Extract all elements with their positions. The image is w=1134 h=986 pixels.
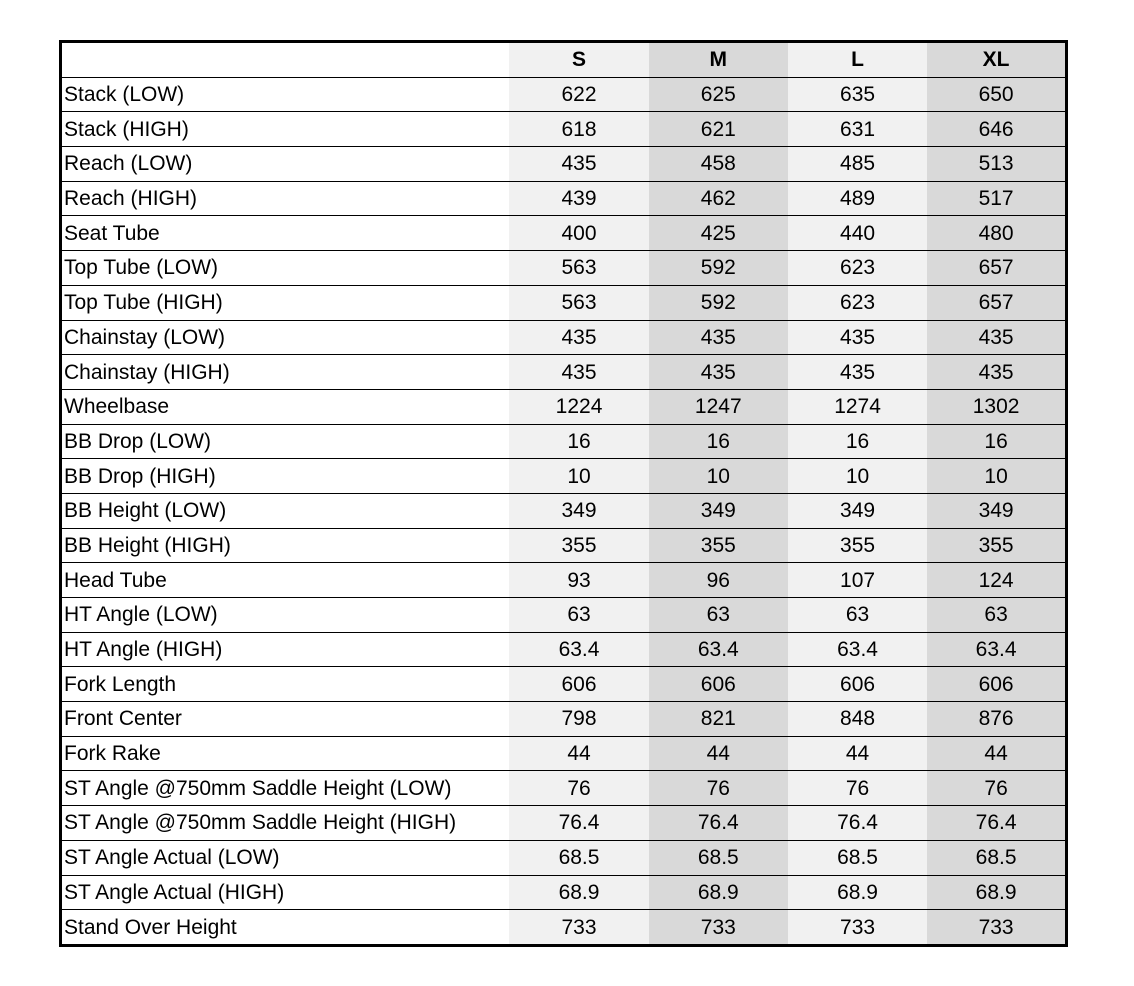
- row-label: Top Tube (HIGH): [61, 285, 510, 320]
- table-row: [61, 910, 1067, 946]
- row-label: BB Height (HIGH): [61, 528, 510, 563]
- row-label: Front Center: [61, 702, 510, 737]
- cell-m: 349: [649, 493, 788, 528]
- cell-xl: 657: [927, 285, 1066, 320]
- cell-s: 563: [509, 285, 648, 320]
- cell-xl: 76.4: [927, 806, 1066, 841]
- cell-m: 462: [649, 181, 788, 216]
- cell-l: 63: [788, 598, 927, 633]
- size-header-m: M: [649, 42, 788, 78]
- cell-m: 821: [649, 702, 788, 737]
- cell-xl: 76: [927, 771, 1066, 806]
- table-row: [61, 736, 1067, 771]
- cell-m: 435: [649, 355, 788, 390]
- row-label: ST Angle Actual (HIGH): [61, 875, 510, 910]
- row-label: Head Tube: [61, 563, 510, 598]
- row-label: Chainstay (HIGH): [61, 355, 510, 390]
- row-label: Fork Rake: [61, 736, 510, 771]
- cell-m: 68.9: [649, 875, 788, 910]
- cell-xl: 68.9: [927, 875, 1066, 910]
- row-label: HT Angle (HIGH): [61, 632, 510, 667]
- cell-s: 76.4: [509, 806, 648, 841]
- cell-s: 798: [509, 702, 648, 737]
- table-row: [61, 563, 1067, 598]
- cell-m: 76: [649, 771, 788, 806]
- cell-l: 68.5: [788, 840, 927, 875]
- cell-s: 16: [509, 424, 648, 459]
- row-label: BB Height (LOW): [61, 493, 510, 528]
- header-row: [61, 42, 1067, 78]
- cell-l: 631: [788, 112, 927, 147]
- geometry-table: [59, 40, 1068, 947]
- table-row: [61, 77, 1067, 112]
- cell-s: 44: [509, 736, 648, 771]
- cell-s: 68.9: [509, 875, 648, 910]
- row-label: Seat Tube: [61, 216, 510, 251]
- table-row: [61, 840, 1067, 875]
- cell-l: 485: [788, 147, 927, 182]
- cell-m: 63.4: [649, 632, 788, 667]
- table-row: [61, 459, 1067, 494]
- cell-m: 458: [649, 147, 788, 182]
- cell-l: 489: [788, 181, 927, 216]
- table-row: [61, 181, 1067, 216]
- cell-s: 435: [509, 355, 648, 390]
- cell-l: 16: [788, 424, 927, 459]
- table-row: [61, 251, 1067, 286]
- cell-l: 435: [788, 355, 927, 390]
- table-row: [61, 112, 1067, 147]
- cell-xl: 63.4: [927, 632, 1066, 667]
- cell-l: 848: [788, 702, 927, 737]
- table-row: [61, 216, 1067, 251]
- cell-xl: 517: [927, 181, 1066, 216]
- cell-l: 76: [788, 771, 927, 806]
- cell-l: 63.4: [788, 632, 927, 667]
- cell-s: 435: [509, 147, 648, 182]
- row-label: ST Angle @750mm Saddle Height (HIGH): [61, 806, 510, 841]
- cell-xl: 349: [927, 493, 1066, 528]
- row-label: Reach (LOW): [61, 147, 510, 182]
- cell-l: 623: [788, 251, 927, 286]
- table-row: [61, 771, 1067, 806]
- cell-xl: 10: [927, 459, 1066, 494]
- cell-xl: 124: [927, 563, 1066, 598]
- cell-m: 10: [649, 459, 788, 494]
- cell-l: 733: [788, 910, 927, 946]
- cell-m: 435: [649, 320, 788, 355]
- cell-m: 592: [649, 285, 788, 320]
- cell-s: 1224: [509, 389, 648, 424]
- cell-l: 68.9: [788, 875, 927, 910]
- cell-s: 563: [509, 251, 648, 286]
- cell-m: 76.4: [649, 806, 788, 841]
- table-row: [61, 667, 1067, 702]
- table-row: [61, 424, 1067, 459]
- cell-xl: 733: [927, 910, 1066, 946]
- row-label: HT Angle (LOW): [61, 598, 510, 633]
- cell-m: 621: [649, 112, 788, 147]
- cell-l: 107: [788, 563, 927, 598]
- size-header-xl: XL: [927, 42, 1066, 78]
- cell-s: 606: [509, 667, 648, 702]
- table-row: [61, 355, 1067, 390]
- cell-s: 439: [509, 181, 648, 216]
- cell-xl: 646: [927, 112, 1066, 147]
- cell-l: 1274: [788, 389, 927, 424]
- cell-l: 355: [788, 528, 927, 563]
- table-row: [61, 875, 1067, 910]
- cell-s: 93: [509, 563, 648, 598]
- cell-xl: 876: [927, 702, 1066, 737]
- cell-xl: 355: [927, 528, 1066, 563]
- cell-m: 592: [649, 251, 788, 286]
- table-row: [61, 528, 1067, 563]
- cell-s: 63: [509, 598, 648, 633]
- cell-m: 68.5: [649, 840, 788, 875]
- cell-l: 435: [788, 320, 927, 355]
- cell-s: 349: [509, 493, 648, 528]
- cell-m: 425: [649, 216, 788, 251]
- size-header-l: L: [788, 42, 927, 78]
- table-row: [61, 702, 1067, 737]
- cell-m: 44: [649, 736, 788, 771]
- cell-s: 733: [509, 910, 648, 946]
- cell-l: 623: [788, 285, 927, 320]
- cell-xl: 16: [927, 424, 1066, 459]
- cell-xl: 606: [927, 667, 1066, 702]
- cell-s: 435: [509, 320, 648, 355]
- cell-xl: 513: [927, 147, 1066, 182]
- table-row: [61, 493, 1067, 528]
- table-body: [61, 77, 1067, 945]
- cell-xl: 63: [927, 598, 1066, 633]
- cell-m: 625: [649, 77, 788, 112]
- row-label: ST Angle Actual (LOW): [61, 840, 510, 875]
- cell-s: 10: [509, 459, 648, 494]
- row-label: Wheelbase: [61, 389, 510, 424]
- cell-xl: 1302: [927, 389, 1066, 424]
- cell-xl: 435: [927, 355, 1066, 390]
- cell-m: 355: [649, 528, 788, 563]
- cell-s: 76: [509, 771, 648, 806]
- cell-s: 68.5: [509, 840, 648, 875]
- table-row: [61, 285, 1067, 320]
- cell-l: 76.4: [788, 806, 927, 841]
- cell-m: 16: [649, 424, 788, 459]
- cell-l: 606: [788, 667, 927, 702]
- row-label: Top Tube (LOW): [61, 251, 510, 286]
- row-label: Fork Length: [61, 667, 510, 702]
- size-header-s: S: [509, 42, 648, 78]
- cell-l: 349: [788, 493, 927, 528]
- cell-l: 44: [788, 736, 927, 771]
- table-row: [61, 806, 1067, 841]
- row-label: Stack (HIGH): [61, 112, 510, 147]
- row-label: Stand Over Height: [64, 915, 237, 939]
- cell-m: 733: [649, 910, 788, 946]
- row-label: Chainstay (LOW): [61, 320, 510, 355]
- cell-l: 10: [788, 459, 927, 494]
- cell-m: 1247: [649, 389, 788, 424]
- table-row: [61, 632, 1067, 667]
- cell-xl: 480: [927, 216, 1066, 251]
- header-blank-cell: [61, 42, 510, 78]
- cell-s: 400: [509, 216, 648, 251]
- cell-l: 635: [788, 77, 927, 112]
- cell-xl: 650: [927, 77, 1066, 112]
- cell-s: 618: [509, 112, 648, 147]
- row-label: Stack (LOW): [61, 77, 510, 112]
- cell-xl: 657: [927, 251, 1066, 286]
- cell-l: 440: [788, 216, 927, 251]
- table-row: [61, 320, 1067, 355]
- cell-xl: 435: [927, 320, 1066, 355]
- row-label: Reach (HIGH): [61, 181, 510, 216]
- cell-m: 606: [649, 667, 788, 702]
- cell-m: 96: [649, 563, 788, 598]
- row-label: BB Drop (HIGH): [61, 459, 510, 494]
- table-row: [61, 147, 1067, 182]
- cell-s: 355: [509, 528, 648, 563]
- cell-s: 63.4: [509, 632, 648, 667]
- table-row: [61, 389, 1067, 424]
- cell-m: 63: [649, 598, 788, 633]
- table-row: [61, 598, 1067, 633]
- row-label: ST Angle @750mm Saddle Height (LOW): [61, 771, 510, 806]
- cell-s: 622: [509, 77, 648, 112]
- row-label: BB Drop (LOW): [61, 424, 510, 459]
- cell-xl: 44: [927, 736, 1066, 771]
- cell-xl: 68.5: [927, 840, 1066, 875]
